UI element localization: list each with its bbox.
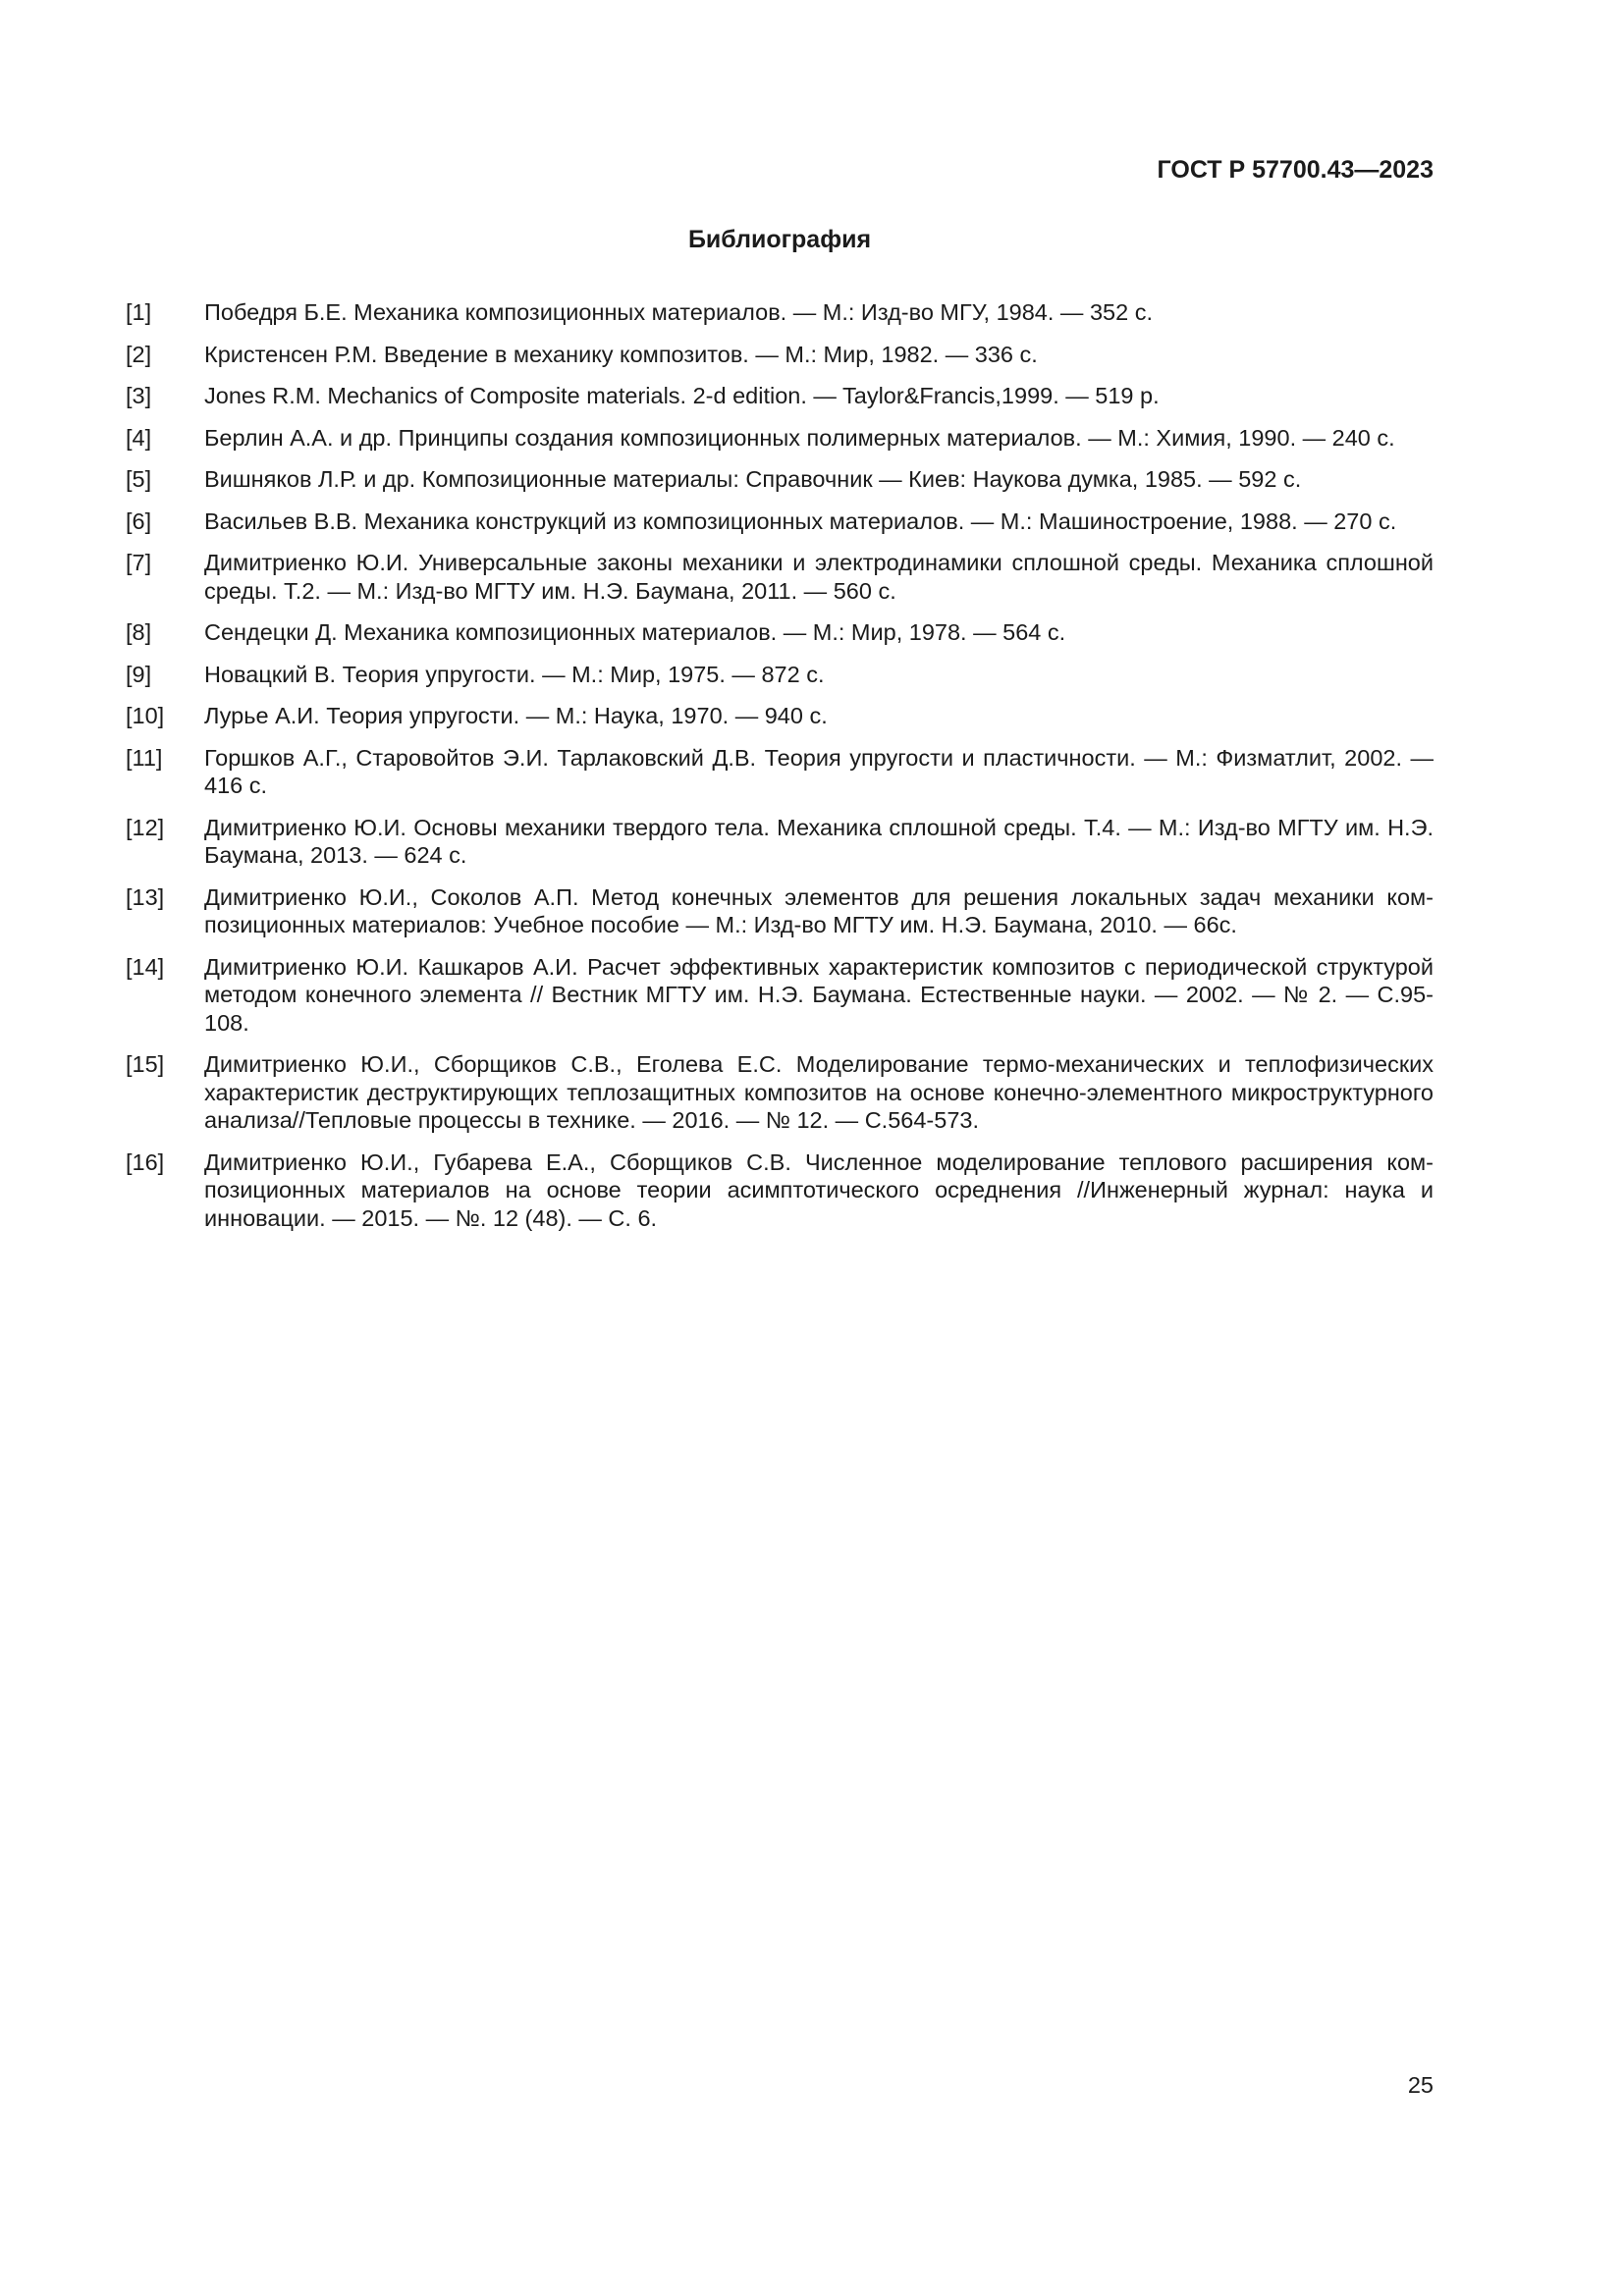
reference-number: [6] [126,507,152,534]
reference-text: Кристенсен Р.М. Введение в механику композитов. — М.: Мир, 1982. — 336 с. [204,341,1038,367]
reference-item [126,1148,1434,1233]
reference-item [126,549,1434,605]
reference-number: [15] [126,1051,165,1077]
reference-item [126,424,1434,453]
reference-text: Лурье А.И. Теория упругости. — М.: Наука, 1970. — 940 с. [204,703,828,728]
reference-number: [5] [126,466,152,492]
reference-text: Димитриенко Ю.И. Основы механики твердого тела. Механика сплошной среды. Т.4. — М.: Изд-во МГТУ им. Н.Э. Баумана, 2013. — 624 с. [204,814,1434,868]
reference-item [126,382,1434,410]
reference-text: Димитриенко Ю.И. Кашкаров А.И. Расчет эффективных характеристик композитов с периодической структурой методом конечного элемента // Вестник МГТУ им. Н.Э. Баумана. Естественные науки. — 2002. — № 2. — С.95-108. [204,953,1434,1036]
reference-item [126,883,1434,939]
reference-text: Васильев В.В. Механика конструкций из композиционных материалов. — М.: Машиностроение, 1988. — 270 с. [204,507,1397,534]
reference-number: [14] [126,953,165,980]
reference-number: [11] [126,744,163,771]
reference-list [126,298,1434,1246]
reference-item [126,298,1434,327]
reference-text: Сендецки Д. Механика композиционных материалов. — М.: Мир, 1978. — 564 с. [204,619,1066,645]
page-title: Библиография [687,226,872,253]
reference-text: Победря Б.Е. Механика композиционных материалов. — М.: Изд-во МГУ, 1984. — 352 с. [204,299,1153,325]
reference-number: [2] [126,341,152,367]
reference-text: Новацкий В. Теория упругости. — М.: Мир, 1975. — 872 с. [204,661,825,687]
reference-text: Берлин А.А. и др. Принципы создания композиционных полимерных материалов. — М.: Химия, 1990. — 240 с. [204,424,1395,451]
reference-text: Димитриенко Ю.И., Соколов А.П. Метод конечных элементов для решения локальных задач механики композиционных материалов: Учебное пособие — М.: Изд-во МГТУ им. Н.Э. Баумана, 2010. — 66с. [204,883,1434,937]
reference-number: [16] [126,1148,165,1175]
reference-number: [12] [126,814,165,840]
reference-text: Горшков А.Г., Старовойтов Э.И. Тарлаковский Д.В. Теория упругости и пластичности. — М.: Физматлит, 2002. — 416 с. [204,744,1434,798]
reference-item [126,661,1434,689]
reference-text: Вишняков Л.Р. и др. Композиционные материалы: Справочник — Киев: Наукова думка, 1985. — 592 с. [204,466,1302,492]
reference-text: Димитриенко Ю.И., Губарева Е.А., Сборщиков С.В. Численное моделирование теплового расширения композиционных материалов на основе теории асимптотического осреднения //Инженерный журнал: наука и инновации. — 2015. — №. 12 (48). — С. 6. [204,1148,1434,1231]
reference-item [126,953,1434,1038]
document-code-header: ГОСТ Р 57700.43—2023 [1157,156,1434,184]
reference-text: Димитриенко Ю.И., Сборщиков С.В., Еголева Е.С. Моделирование термо-механических и теплофизических характеристик деструктирующих теплозащитных композитов на основе конечно-элементного микроструктурного анализа//Тепловые процессы в технике. — 2016. — № 12. — С.564-573. [204,1051,1434,1133]
reference-text: Jones R.M. Mechanics of Composite materials. 2-d edition. — Taylor&Francis,1999. — 519 p. [204,383,1160,408]
page-number: 25 [1407,2072,1434,2098]
reference-item [126,814,1434,870]
reference-number: [10] [126,703,165,728]
reference-item [126,507,1434,536]
reference-item [126,1050,1434,1135]
reference-number: [7] [126,550,152,575]
reference-number: [13] [126,883,165,910]
reference-number: [1] [126,299,152,325]
reference-number: [3] [126,383,152,408]
reference-item [126,465,1434,494]
reference-number: [8] [126,619,152,645]
reference-text: Димитриенко Ю.И. Универсальные законы механики и электродинамики сплошной среды. Механика сплошной среды. Т.2. — М.: Изд-во МГТУ им. Н.Э. Баумана, 2011. — 560 с. [204,550,1434,604]
reference-item [126,618,1434,647]
reference-item [126,702,1434,730]
reference-item [126,744,1434,800]
reference-number: [4] [126,424,152,451]
reference-item [126,341,1434,369]
reference-number: [9] [126,661,152,687]
